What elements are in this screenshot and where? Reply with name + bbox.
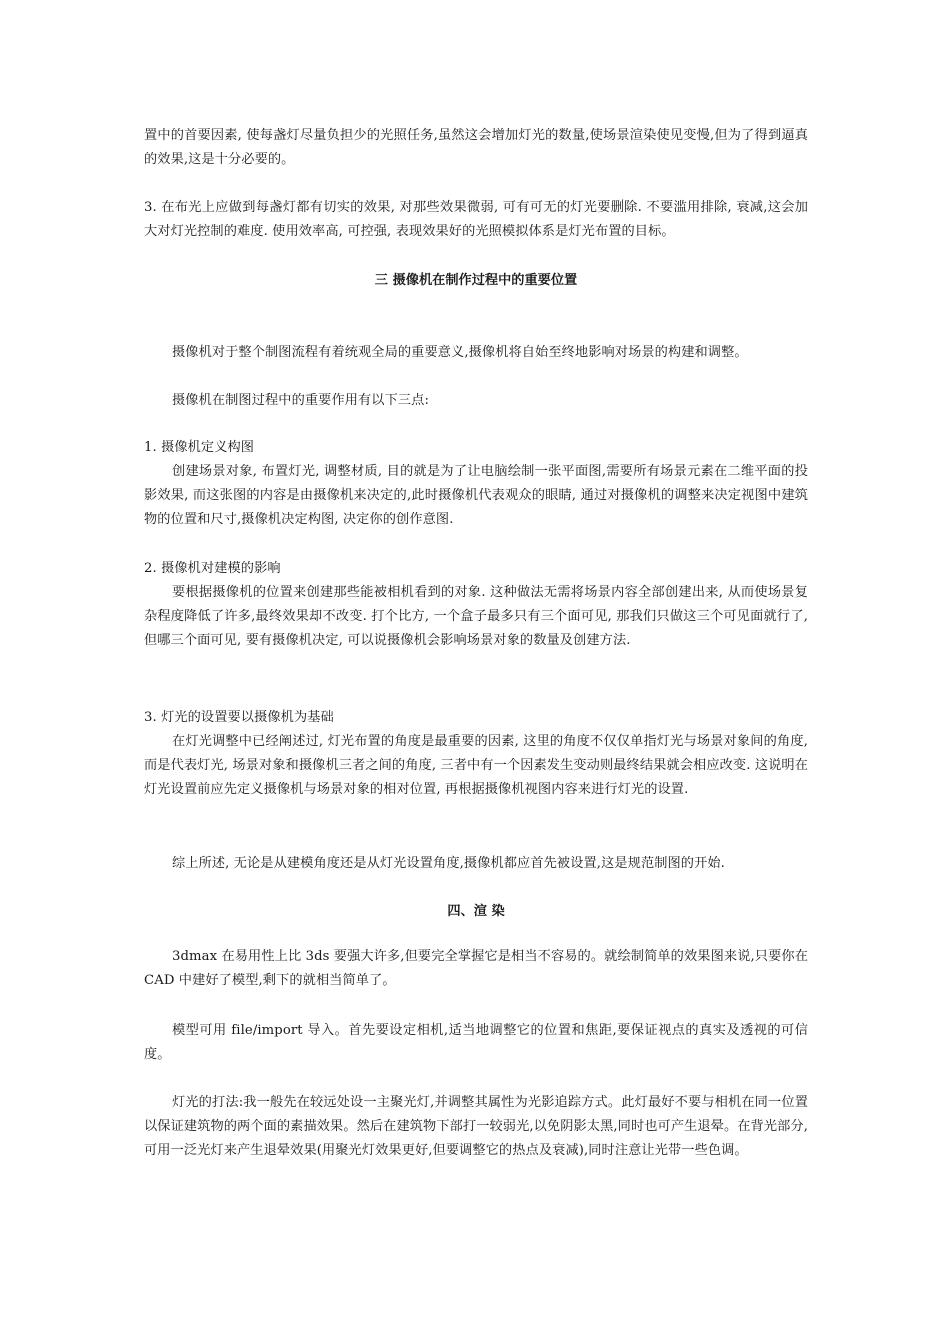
list-item-title-3: 3. 灯光的设置要以摄像机为基础 xyxy=(144,710,334,725)
paragraph-continuation: 置中的首要因素, 使每盏灯尽量负担少的光照任务,虽然这会增加灯光的数量,使场景渲染使见变慢,但为了得到逼真的效果,这是十分必要的。 xyxy=(144,128,808,167)
list-item-body-2: 要根据摄像机的位置来创建那些能被相机看到的对象. 这种做法无需将场景内容全部创建出来, 从而使场景复杂程度降低了许多,最终效果却不改变. 打个比方, 一个盒子最多只有三个面可见, 那我们只做这三个可见面就行了, 但哪三个面可见, 要有摄像机决定, 可以说摄像机会影响场景对象的数量及创建方法. xyxy=(144,585,808,648)
list-item-body-3: 在灯光调整中已经阐述过, 灯光布置的角度是最重要的因素, 这里的角度不仅仅单指灯光与场景对象间的角度,而是代表灯光, 场景对象和摄像机三者之间的角度, 三者中有一个因素发生变动则最终结果就会相应改变. 这说明在灯光设置前应先定义摄像机与场景对象的相对位置, 再根据摄像机视图内容来进行灯光的设置. xyxy=(144,734,808,797)
list-item-title-1: 1. 摄像机定义构图 xyxy=(144,440,255,455)
section-heading-camera: 三 摄像机在制作过程中的重要位置 xyxy=(374,273,578,288)
section-heading-render: 四、渲 染 xyxy=(447,904,505,919)
paragraph-item-3-lighting: 3. 在布光上应做到每盏灯都有切实的效果, 对那些效果微弱, 可有可无的灯光要删除. 不要滥用排除, 衰减,这会加大对灯光控制的难度. 使用效率高, 可控强, 表现效果好的光照模拟体系是灯光布置的目标。 xyxy=(144,200,808,239)
paragraph-camera-points: 摄像机在制图过程中的重要作用有以下三点: xyxy=(172,393,430,408)
paragraph-camera-intro: 摄像机对于整个制图流程有着统观全局的重要意义,摄像机将自始至终地影响对场景的构建和调整。 xyxy=(172,345,748,360)
list-item-body-1: 创建场景对象, 布置灯光, 调整材质, 目的就是为了让电脑绘制一张平面图,需要所有场景元素在二维平面的投影效果, 而这张图的内容是由摄像机来决定的,此时摄像机代表观众的眼睛, 通过对摄像机的调整来决定视图中建筑物的位置和尺寸,摄像机决定构图, 决定你的创作意图. xyxy=(144,464,808,527)
paragraph-render-1: 3dmax 在易用性上比 3ds 要强大许多,但要完全掌握它是相当不容易的。就绘制简单的效果图来说,只要你在 CAD 中建好了模型,剩下的就相当简单了。 xyxy=(144,949,808,988)
paragraph-render-2: 模型可用 file/import 导入。首先要设定相机,适当地调整它的位置和焦距,要保证视点的真实及透视的可信度。 xyxy=(144,1023,808,1062)
list-item-title-2: 2. 摄像机对建模的影响 xyxy=(144,561,281,576)
paragraph-summary: 综上所述, 无论是从建模角度还是从灯光设置角度,摄像机都应首先被设置,这是规范制图的开始. xyxy=(172,856,725,871)
paragraph-render-3: 灯光的打法:我一般先在较远处设一主聚光灯,并调整其属性为光影追踪方式。此灯最好不要与相机在同一位置以保证建筑物的两个面的素描效果。然后在建筑物下部打一较弱光,以免阴影太黑,同时也可产生退晕。在背光部分,可用一泛光灯来产生退晕效果(用聚光灯效果更好,但要调整它的热点及衰减),同时注意让光带一些色调。 xyxy=(144,1095,808,1158)
